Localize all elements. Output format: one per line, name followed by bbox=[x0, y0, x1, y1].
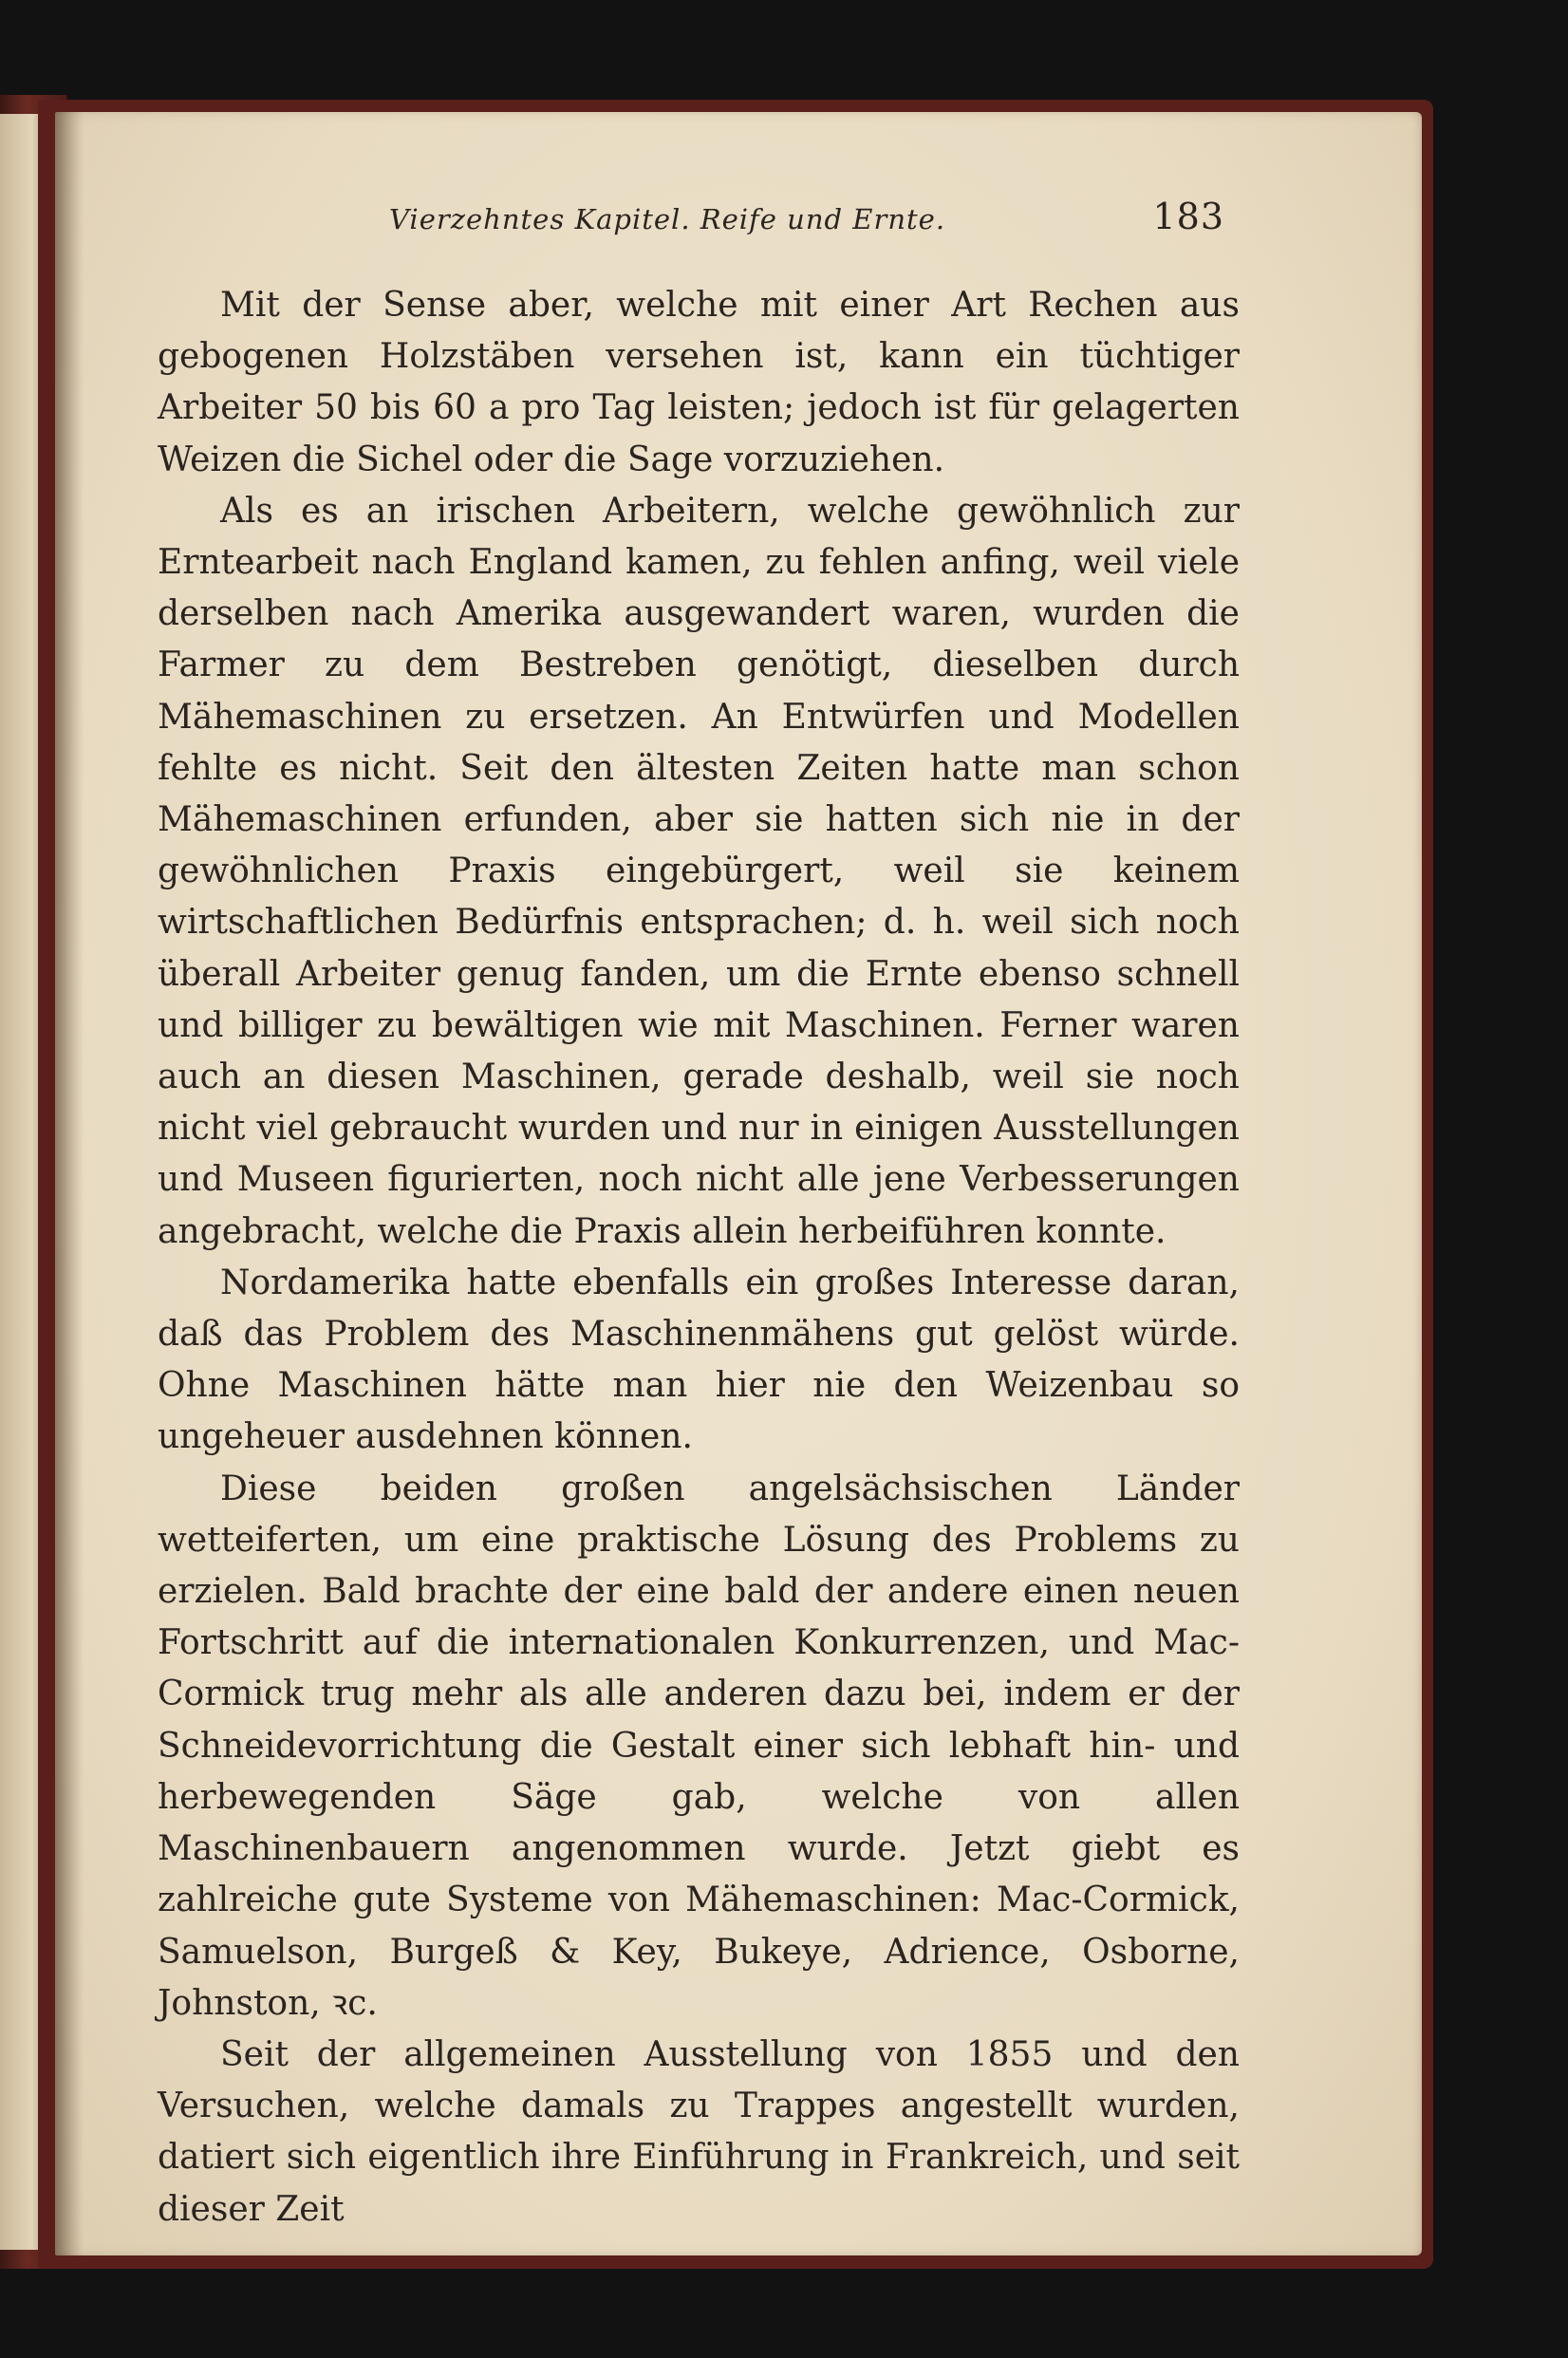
paragraph: Seit der allgemeinen Ausstellung von 1855 und den Versuchen, welche damals zu Trappes angestellt wurden, datiert sich eigentlich ihre Einführung in Frankreich, und seit dieser Zeit bbox=[158, 2034, 1240, 2229]
body-text bbox=[158, 280, 1240, 2236]
page-number: 183 bbox=[1152, 196, 1224, 237]
paragraph: Mit der Sense aber, welche mit einer Art Rechen aus gebogenen Holzstäben versehen ist, kann ein tüchtiger Arbeiter 50 bis 60 a pro Tag leisten; jedoch ist für gelagerten Weizen die Sichel oder die Sage vorzuziehen. bbox=[158, 286, 1240, 479]
page-header bbox=[389, 190, 1224, 247]
paragraph: Als es an irischen Arbeitern, welche gewöhnlich zur Erntearbeit nach England kamen, zu fehlen anfing, weil viele derselben nach Amerika ausgewandert waren, wurden die Farmer zu dem Bestreben genötigt, dieselben durch Mähemaschinen zu ersetzen. An Entwürfen und Modellen fehlte es nicht. Seit den ältesten Zeiten hatte man schon Mähemaschinen erfunden, aber sie hatten sich nie in der gewöhnlichen Praxis eingebürgert, weil sie keinem wirtschaftlichen Bedürfnis entsprachen; d. h. weil sich noch überall Arbeiter genug fanden, um die Ernte ebenso schnell und billiger zu bewältigen wie mit Maschinen. Ferner waren auch an diesen Maschinen, gerade deshalb, weil sie noch nicht viel gebraucht wurden und nur in einigen Ausstellungen und Museen figurierten, noch nicht alle jene Verbesserungen angebracht, welche die Praxis allein herbeiführen konnte. bbox=[158, 491, 1240, 1251]
paragraph: Nordamerika hatte ebenfalls ein großes Interesse daran, daß das Problem des Maschinenmähens gut gelöst würde. Ohne Maschinen hätte man hier nie den Weizenbau so ungeheuer ausdehnen können. bbox=[158, 1263, 1240, 1457]
gutter-shadow bbox=[55, 112, 84, 2255]
running-head: Vierzehntes Kapitel. Reife und Ernte. bbox=[389, 203, 946, 235]
paragraph: Diese beiden großen angelsächsischen Länder wetteiferten, um eine praktische Lösung des Problems zu erzielen. Bald brachte der eine bald der andere einen neuen Fortschritt auf die internationalen Konkurrenzen, und Mac-Cormick trug mehr als alle anderen dazu bei, indem er der Schneidevorrichtung die Gestalt einer sich lebhaft hin- und herbewegenden Säge gab, welche von allen Maschinenbauern angenommen wurde. Jetzt giebt es zahlreiche gute Systeme von Mähemaschinen: Mac-Cormick, Samuelson, Burgeß & Key, Bukeye, Adrience, Osborne, Johnston, ꝛc. bbox=[158, 1469, 1240, 2023]
